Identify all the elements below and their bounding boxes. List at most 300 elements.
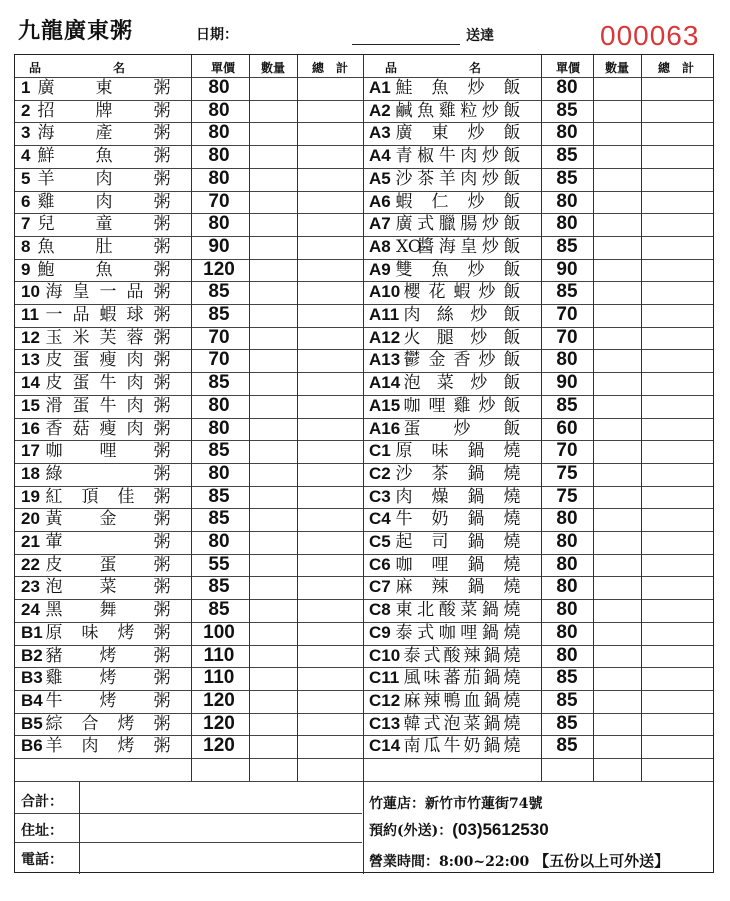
right-quantity-cell[interactable]	[595, 418, 641, 440]
left-item-name-char: 球	[126, 305, 144, 325]
left-item-code: 17	[21, 441, 40, 461]
left-total-cell[interactable]	[299, 486, 363, 508]
left-total-cell[interactable]	[299, 531, 363, 553]
right-item-code: C6	[369, 554, 391, 574]
right-item-name-char: 蝦	[453, 282, 471, 303]
right-item-name-char: 蝦	[395, 191, 413, 212]
left-item-name-char: 粥	[153, 395, 171, 416]
right-item-price: 85	[556, 394, 578, 416]
address-field[interactable]	[79, 814, 361, 841]
left-total-cell[interactable]	[299, 213, 363, 235]
left-item-name-char: 烤	[99, 645, 117, 666]
right-item-price: 60	[556, 417, 578, 439]
left-quantity-cell[interactable]	[251, 599, 297, 621]
left-total-cell[interactable]	[299, 327, 363, 349]
left-total-cell[interactable]	[299, 372, 363, 394]
left-item-name-char: 哩	[99, 441, 117, 462]
left-item-name-char: 肚	[95, 236, 113, 257]
right-item-name-char: 司	[431, 532, 449, 552]
left-total-cell[interactable]	[299, 259, 363, 281]
left-item-name-char: 海	[37, 123, 55, 144]
right-item-name-char: 仁	[431, 191, 449, 212]
left-total-cell[interactable]	[299, 440, 363, 462]
right-item-name-char: 燒	[503, 600, 521, 621]
right-quantity-cell[interactable]	[595, 645, 641, 667]
right-quantity-cell[interactable]	[595, 735, 641, 757]
right-item-name-char: 肉	[460, 146, 478, 167]
left-quantity-cell[interactable]	[251, 168, 297, 190]
left-item-price: 90	[208, 235, 230, 257]
store-address: 竹蓮店：新竹市竹蓮街74號	[369, 796, 543, 812]
left-item-price: 80	[208, 145, 230, 167]
left-item-name-char: 合	[81, 713, 99, 734]
left-quantity-cell[interactable]	[251, 259, 297, 281]
right-total-cell[interactable]	[643, 145, 707, 167]
right-item-name-char: 味	[423, 668, 441, 689]
right-item-name-char: 鍋	[467, 577, 485, 598]
left-item-code: 21	[21, 532, 40, 551]
left-quantity-cell[interactable]	[251, 100, 297, 122]
left-total-cell[interactable]	[299, 77, 363, 99]
left-item-price: 80	[208, 417, 230, 439]
right-item-name-char: 飯	[503, 146, 521, 167]
right-quantity-cell[interactable]	[595, 77, 641, 99]
left-item-code: B6	[21, 736, 43, 756]
right-item-name-char: 腿	[436, 327, 454, 348]
right-item-price: 80	[556, 190, 578, 212]
left-item-name-char: 原	[45, 622, 63, 643]
right-item-name-char: 菜	[463, 713, 481, 734]
right-total-cell[interactable]	[643, 327, 707, 349]
left-quantity-cell[interactable]	[251, 690, 297, 712]
left-item-name-char: 粥	[153, 622, 171, 643]
row-divider	[15, 781, 713, 782]
right-item-code: A4	[369, 146, 391, 166]
left-quantity-cell[interactable]	[251, 645, 297, 667]
left-quantity-cell[interactable]	[251, 554, 297, 576]
left-item-name-char: 皮	[45, 554, 63, 575]
right-quantity-cell[interactable]	[595, 599, 641, 621]
left-total-cell[interactable]	[299, 667, 363, 689]
left-item-price: 120	[203, 689, 235, 711]
right-item-name-char: 香	[453, 350, 471, 371]
right-total-cell[interactable]	[643, 486, 707, 508]
total-field[interactable]	[79, 785, 361, 812]
right-total-cell[interactable]	[643, 395, 707, 417]
right-quantity-cell[interactable]	[595, 576, 641, 598]
left-item-name-char: 鮮	[37, 146, 55, 167]
left-total-cell[interactable]	[299, 191, 363, 213]
left-total-cell[interactable]	[299, 508, 363, 530]
right-total-cell[interactable]	[643, 418, 707, 440]
right-quantity-cell[interactable]	[595, 508, 641, 530]
left-item-name-char: 玉	[45, 327, 63, 348]
right-item-code: A10	[369, 282, 401, 302]
right-item-name-char: 哩	[431, 554, 449, 575]
left-quantity-cell[interactable]	[251, 327, 297, 349]
right-item-price: 85	[556, 235, 578, 257]
left-item-price: 70	[208, 326, 230, 348]
left-total-cell[interactable]	[299, 168, 363, 190]
left-item-code: 16	[21, 418, 40, 438]
right-item-name-char: 原	[395, 441, 413, 462]
right-item-name-char: 燒	[503, 713, 521, 734]
right-quantity-cell[interactable]	[595, 440, 641, 462]
right-total-cell[interactable]	[643, 440, 707, 462]
right-item-price: 80	[556, 576, 578, 598]
right-total-cell[interactable]	[643, 122, 707, 144]
left-quantity-cell[interactable]	[251, 349, 297, 371]
right-item-name-char: 蕃	[443, 668, 461, 689]
right-item-name-char: 鍋	[467, 441, 485, 462]
left-item-name-char: 舞	[99, 600, 117, 621]
left-item-name-char: 黑	[45, 600, 63, 621]
right-item-code: A2	[369, 100, 391, 120]
right-item-code: A14	[369, 373, 401, 393]
right-item-name-char: 飯	[503, 100, 521, 121]
left-item-code: 9	[21, 259, 31, 279]
right-quantity-cell[interactable]	[595, 349, 641, 371]
right-item-name-char: 燒	[503, 736, 521, 757]
right-item-name-char: 鍋	[483, 713, 501, 734]
left-item-name-char: 粥	[153, 191, 171, 212]
right-item-price: 85	[556, 281, 578, 303]
right-item-name-char: 魚	[431, 78, 449, 98]
right-item-name-char: 炒	[453, 418, 471, 439]
right-item-name-char: 燒	[503, 509, 521, 530]
left-quantity-cell[interactable]	[251, 122, 297, 144]
right-quantity-cell[interactable]	[595, 622, 641, 644]
right-item-name-char: 炒	[470, 327, 488, 348]
right-item-name-char: 燒	[503, 486, 521, 507]
left-item-code: 14	[21, 373, 40, 393]
item-header-left: 品 名	[29, 61, 126, 75]
right-quantity-cell[interactable]	[595, 372, 641, 394]
left-quantity-cell[interactable]	[251, 713, 297, 735]
right-total-cell[interactable]	[643, 713, 707, 735]
right-item-price: 75	[556, 462, 578, 484]
left-quantity-cell[interactable]	[251, 486, 297, 508]
right-total-cell[interactable]	[643, 690, 707, 712]
right-quantity-cell[interactable]	[595, 191, 641, 213]
right-item-name-char: 鍋	[467, 463, 485, 484]
left-quantity-cell[interactable]	[251, 372, 297, 394]
left-item-code: 1	[21, 78, 31, 97]
right-quantity-cell[interactable]	[595, 713, 641, 735]
left-quantity-cell[interactable]	[251, 622, 297, 644]
right-total-cell[interactable]	[643, 77, 707, 99]
left-item-price: 85	[208, 304, 230, 325]
left-quantity-cell[interactable]	[251, 531, 297, 553]
right-item-name-char: 茶	[431, 463, 449, 484]
right-total-cell[interactable]	[643, 372, 707, 394]
left-total-cell[interactable]	[299, 304, 363, 326]
right-item-name-char: 燒	[503, 554, 521, 575]
left-item-code: 20	[21, 509, 40, 529]
left-total-cell[interactable]	[299, 622, 363, 644]
right-item-name-char: 辣	[423, 690, 441, 711]
right-total-cell[interactable]	[643, 554, 707, 576]
right-total-cell[interactable]	[643, 645, 707, 667]
right-total-cell[interactable]	[643, 599, 707, 621]
right-item-price: 85	[556, 667, 578, 689]
right-item-name-char: 鮭	[395, 78, 413, 98]
right-total-cell[interactable]	[643, 281, 707, 303]
right-item-name-char: 風	[403, 668, 421, 689]
left-item-code: 23	[21, 577, 40, 597]
left-item-name-char: 一	[99, 282, 117, 303]
left-total-cell[interactable]	[299, 713, 363, 735]
right-item-name-char: 金	[428, 350, 446, 371]
right-item-name-char: 飯	[503, 327, 521, 348]
left-item-name-char: 牛	[45, 690, 63, 711]
right-item-name-char: 燒	[503, 645, 521, 666]
right-quantity-cell[interactable]	[595, 213, 641, 235]
right-item-name-char: 血	[463, 690, 481, 711]
right-item-price: 85	[556, 712, 578, 734]
right-item-name-char: 鍋	[481, 600, 499, 621]
reservation-line	[369, 820, 549, 840]
right-item-name-char: 燒	[503, 690, 521, 711]
left-item-name-char: 品	[72, 305, 90, 325]
left-total-cell[interactable]	[299, 349, 363, 371]
right-item-name-char: 肉	[395, 486, 413, 507]
left-quantity-cell[interactable]	[251, 236, 297, 258]
left-total-cell[interactable]	[299, 122, 363, 144]
right-quantity-cell[interactable]	[595, 281, 641, 303]
left-item-name-char: 粥	[153, 577, 171, 598]
right-total-cell[interactable]	[643, 667, 707, 689]
right-item-name-char: 飯	[503, 191, 521, 212]
left-item-name-char: 羊	[45, 736, 63, 757]
left-item-code: 22	[21, 554, 40, 574]
date-input-line[interactable]	[352, 44, 460, 45]
left-item-price: 100	[203, 621, 235, 643]
right-quantity-cell[interactable]	[595, 531, 641, 553]
right-item-price: 80	[556, 599, 578, 621]
left-item-name-char: 粥	[153, 736, 171, 757]
left-total-cell[interactable]	[299, 145, 363, 167]
left-item-name-char: 肉	[126, 373, 144, 394]
left-quantity-cell[interactable]	[251, 145, 297, 167]
left-quantity-cell[interactable]	[251, 463, 297, 485]
left-item-name-char: 咖	[45, 441, 63, 462]
right-item-name-char: 炒	[478, 395, 496, 416]
business-hours: 營業時間：8:00~22:00	[369, 854, 530, 870]
left-item-code: 8	[21, 236, 31, 256]
left-item-price: 70	[208, 190, 230, 212]
left-item-name-char: 烤	[99, 668, 117, 689]
right-item-price: 75	[556, 485, 578, 507]
left-quantity-cell[interactable]	[251, 281, 297, 303]
right-quantity-cell[interactable]	[595, 259, 641, 281]
right-item-code: C1	[369, 441, 391, 461]
left-item-price: 85	[208, 508, 230, 530]
right-total-cell[interactable]	[643, 213, 707, 235]
right-total-cell[interactable]	[643, 304, 707, 326]
right-total-cell[interactable]	[643, 259, 707, 281]
left-item-code: 11	[21, 305, 39, 324]
total-header-right: 總 計	[657, 61, 694, 75]
left-item-name-char: 粥	[153, 373, 171, 394]
column-divider	[297, 55, 298, 781]
right-total-cell[interactable]	[643, 576, 707, 598]
unit-price-header-right: 單價	[555, 61, 580, 75]
phone-field[interactable]	[79, 843, 361, 870]
right-item-code: A12	[369, 327, 401, 347]
right-total-cell[interactable]	[643, 100, 707, 122]
total-label: 合計：	[21, 794, 63, 810]
right-item-name-char: 泰	[403, 645, 421, 666]
left-quantity-cell[interactable]	[251, 213, 297, 235]
unit-price-header-left: 單價	[210, 61, 235, 75]
left-item-name-char: 粥	[153, 123, 171, 144]
left-item-name-char: 芙	[99, 327, 117, 348]
left-item-name-char: 粥	[153, 668, 171, 689]
right-quantity-cell[interactable]	[595, 304, 641, 326]
left-item-name-char: 蝦	[99, 305, 117, 325]
column-divider	[641, 55, 642, 781]
left-item-code: 15	[21, 395, 40, 415]
left-total-cell[interactable]	[299, 735, 363, 757]
left-item-name-char: 一	[45, 305, 63, 325]
right-item-name-char: 飯	[503, 418, 521, 439]
right-quantity-cell[interactable]	[595, 122, 641, 144]
left-item-name-char: 牛	[99, 373, 117, 394]
right-quantity-cell[interactable]	[595, 327, 641, 349]
left-item-code: 10	[21, 282, 40, 302]
left-item-name-char: 粥	[153, 78, 171, 98]
right-item-name-char: 瓜	[423, 736, 441, 757]
left-item-name-char: 兒	[37, 214, 55, 235]
left-total-cell[interactable]	[299, 281, 363, 303]
right-item-code: A7	[369, 214, 391, 234]
left-item-price: 80	[208, 99, 230, 121]
right-item-name-char: 腸	[460, 214, 478, 235]
right-total-cell[interactable]	[643, 168, 707, 190]
right-quantity-cell[interactable]	[595, 667, 641, 689]
left-item-name-char: 魚	[95, 146, 113, 167]
left-quantity-cell[interactable]	[251, 440, 297, 462]
right-quantity-cell[interactable]	[595, 486, 641, 508]
left-item-name-char: 粥	[153, 214, 171, 235]
left-item-price: 85	[208, 576, 230, 598]
right-quantity-cell[interactable]	[595, 145, 641, 167]
left-item-name-char: 紅	[45, 486, 63, 507]
row-divider	[15, 842, 362, 843]
right-item-name-char: 式	[417, 622, 435, 643]
right-item-code: A8	[369, 236, 391, 256]
left-total-cell[interactable]	[299, 599, 363, 621]
left-item-price: 85	[208, 599, 230, 621]
left-quantity-cell[interactable]	[251, 395, 297, 417]
left-total-cell[interactable]	[299, 100, 363, 122]
right-item-name-char: 蛋	[403, 418, 421, 439]
left-item-name-char: 金	[99, 509, 117, 530]
left-quantity-cell[interactable]	[251, 77, 297, 99]
right-quantity-cell[interactable]	[595, 690, 641, 712]
right-quantity-cell[interactable]	[595, 236, 641, 258]
left-total-cell[interactable]	[299, 395, 363, 417]
left-item-name-char: 蛋	[72, 350, 90, 371]
right-item-name-char: 醬	[417, 236, 435, 257]
left-total-cell[interactable]	[299, 690, 363, 712]
right-quantity-cell[interactable]	[595, 463, 641, 485]
left-total-cell[interactable]	[299, 576, 363, 598]
left-item-price: 80	[208, 122, 230, 144]
right-total-cell[interactable]	[643, 236, 707, 258]
left-item-name-char: 烤	[117, 736, 135, 757]
right-item-name-char: 牛	[443, 736, 461, 757]
right-item-name-char: 海	[438, 236, 456, 257]
left-total-cell[interactable]	[299, 554, 363, 576]
right-total-cell[interactable]	[643, 463, 707, 485]
right-quantity-cell[interactable]	[595, 554, 641, 576]
left-item-name-char: 皇	[72, 282, 90, 303]
right-total-cell[interactable]	[643, 735, 707, 757]
left-item-name-char: 皮	[45, 350, 63, 371]
left-item-name-char: 雞	[45, 668, 63, 689]
right-quantity-cell[interactable]	[595, 395, 641, 417]
left-item-price: 70	[208, 349, 230, 371]
left-total-cell[interactable]	[299, 645, 363, 667]
left-quantity-cell[interactable]	[251, 735, 297, 757]
left-quantity-cell[interactable]	[251, 418, 297, 440]
left-quantity-cell[interactable]	[251, 576, 297, 598]
item-header-right: 品 名	[385, 61, 482, 75]
left-item-code: 2	[21, 100, 31, 120]
right-item-name-char: 炒	[470, 305, 488, 325]
right-item-name-char: 雞	[453, 395, 471, 416]
left-item-code: B3	[21, 668, 43, 688]
left-quantity-cell[interactable]	[251, 191, 297, 213]
left-total-cell[interactable]	[299, 236, 363, 258]
left-quantity-cell[interactable]	[251, 508, 297, 530]
right-item-code: C3	[369, 486, 391, 506]
left-item-price: 80	[208, 77, 230, 98]
left-item-name-char: 粥	[153, 532, 171, 552]
right-item-price: 70	[556, 304, 578, 325]
left-total-cell[interactable]	[299, 463, 363, 485]
right-item-name-char: 椒	[417, 146, 435, 167]
right-item-name-char: 飯	[503, 305, 521, 325]
right-total-cell[interactable]	[643, 531, 707, 553]
right-total-cell[interactable]	[643, 622, 707, 644]
right-quantity-cell[interactable]	[595, 168, 641, 190]
right-item-code: C13	[369, 713, 401, 733]
right-item-name-char: 燒	[503, 622, 521, 643]
right-item-price: 70	[556, 326, 578, 348]
left-item-price: 85	[208, 440, 230, 462]
right-item-name-char: 菜	[436, 373, 454, 394]
right-item-name-char: 茶	[417, 168, 435, 189]
left-quantity-cell[interactable]	[251, 667, 297, 689]
left-item-name-char: 菜	[99, 577, 117, 598]
left-item-name-char: 肉	[81, 736, 99, 757]
right-item-name-char: 廣	[395, 123, 413, 144]
right-item-name-char: 味	[431, 441, 449, 462]
left-total-cell[interactable]	[299, 418, 363, 440]
right-total-cell[interactable]	[643, 508, 707, 530]
right-total-cell[interactable]	[643, 191, 707, 213]
right-item-name-char: 燒	[503, 441, 521, 462]
right-item-price: 90	[556, 372, 578, 394]
right-quantity-cell[interactable]	[595, 100, 641, 122]
right-item-name-char: 牛	[395, 509, 413, 530]
left-quantity-cell[interactable]	[251, 304, 297, 326]
left-item-name-char: 烤	[117, 622, 135, 643]
right-total-cell[interactable]	[643, 349, 707, 371]
